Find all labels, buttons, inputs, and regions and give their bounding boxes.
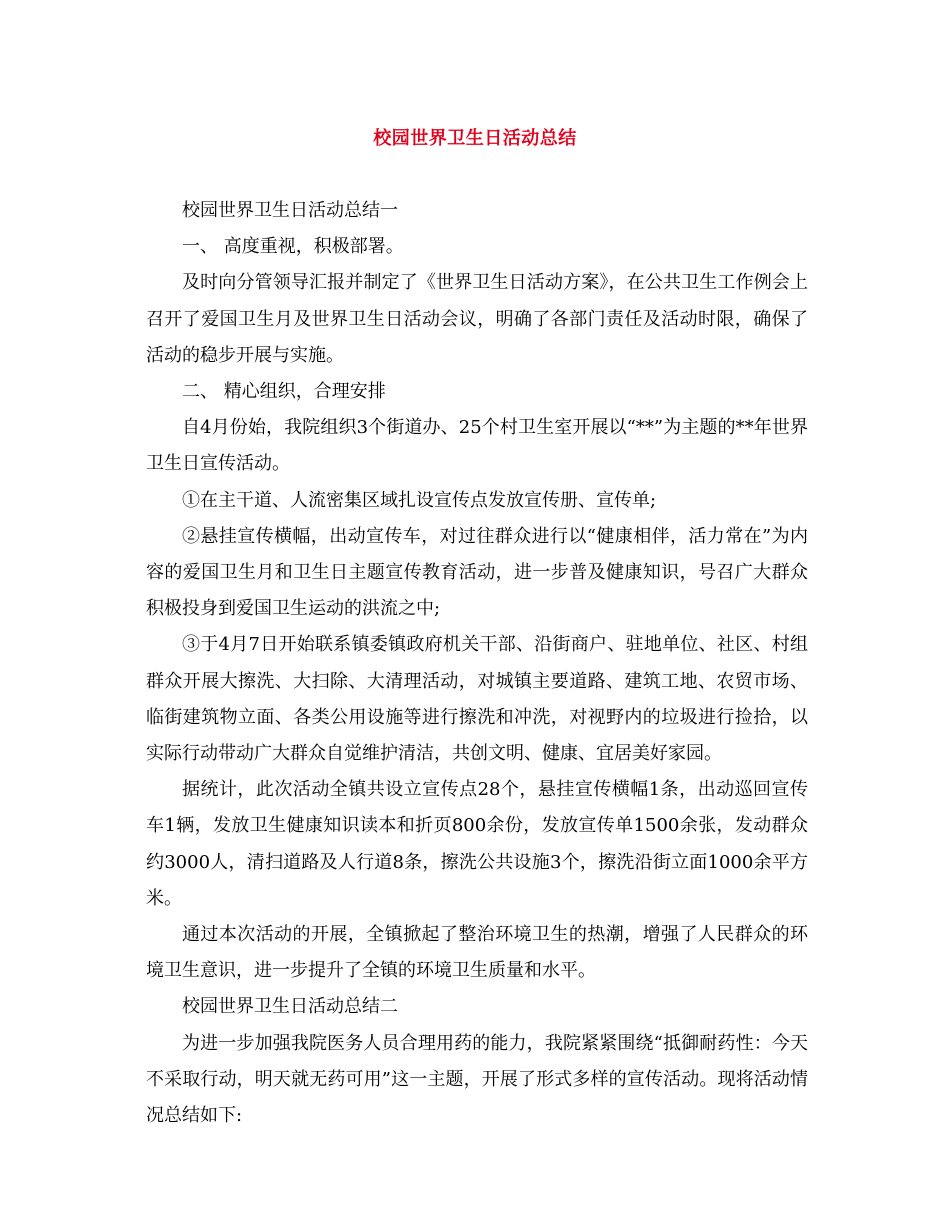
paragraph: 据统计，此次活动全镇共设立宣传点28个，悬挂宣传横幅1条，出动巡回宣传车1辆，发放卫生健康知识读本和折页800余份，发放宣传单1500余张，发动群众约3000人，清扫道路及人行道8条，擦洗公共设施3个，擦洗沿街立面1000余平方米。 (146, 779, 808, 909)
section-heading-summary-one: 校园世界卫生日活动总结一 (182, 200, 398, 221)
subheading-organization: 二、 精心组织，合理安排 (182, 381, 386, 403)
paragraph: 及时向分管领导汇报并制定了《世界卫生日活动方案》，在公共卫生工作例会上召开了爱国卫生月及世界卫生日活动会议，明确了各部门责任及活动时限，确保了活动的稳步开展与实施。 (146, 272, 808, 366)
document-title: 校园世界卫生日活动总结 (373, 128, 577, 149)
list-item: ②悬挂宣传横幅，出动宣传车，对过往群众进行以“健康相伴，活力常在”为内容的爱国卫生月和卫生日主题宣传教育活动，进一步普及健康知识，号召广大群众积极投身到爱国卫生运动的洪流之中; (146, 525, 808, 620)
section-heading-summary-two: 校园世界卫生日活动总结二 (182, 996, 398, 1018)
list-item: ①在主干道、人流密集区域扎设宣传点发放宣传册、宣传单; (182, 489, 657, 511)
paragraph: 为进一步加强我院医务人员合理用药的能力，我院紧紧围绕“抵御耐药性：今天不采取行动，明天就无药可用”这一主题，开展了形式多样的宣传活动。现将活动情况总结如下: (146, 1032, 808, 1127)
paragraph: 自4月份始，我院组织3个街道办、25个村卫生室开展以“**”为主题的**年世界卫生日宣传活动。 (146, 417, 808, 475)
list-item: ③于4月7日开始联系镇委镇政府机关干部、沿街商户、驻地单位、社区、村组群众开展大擦洗、大扫除、大清理活动，对城镇主要道路、建筑工地、农贸市场、临街建筑物立面、各类公用设施等进行擦洗和冲洗，对视野内的垃圾进行捡拾，以实际行动带动广大群众自觉维护清洁，共创文明、健康、宜居美好家园。 (146, 634, 808, 765)
document-body (146, 193, 808, 1134)
paragraph: 通过本次活动的开展，全镇掀起了整治环境卫生的热潮，增强了人民群众的环境卫生意识，进一步提升了全镇的环境卫生质量和水平。 (146, 924, 808, 982)
subheading-emphasis: 一、 高度重视，积极部署。 (182, 236, 404, 258)
